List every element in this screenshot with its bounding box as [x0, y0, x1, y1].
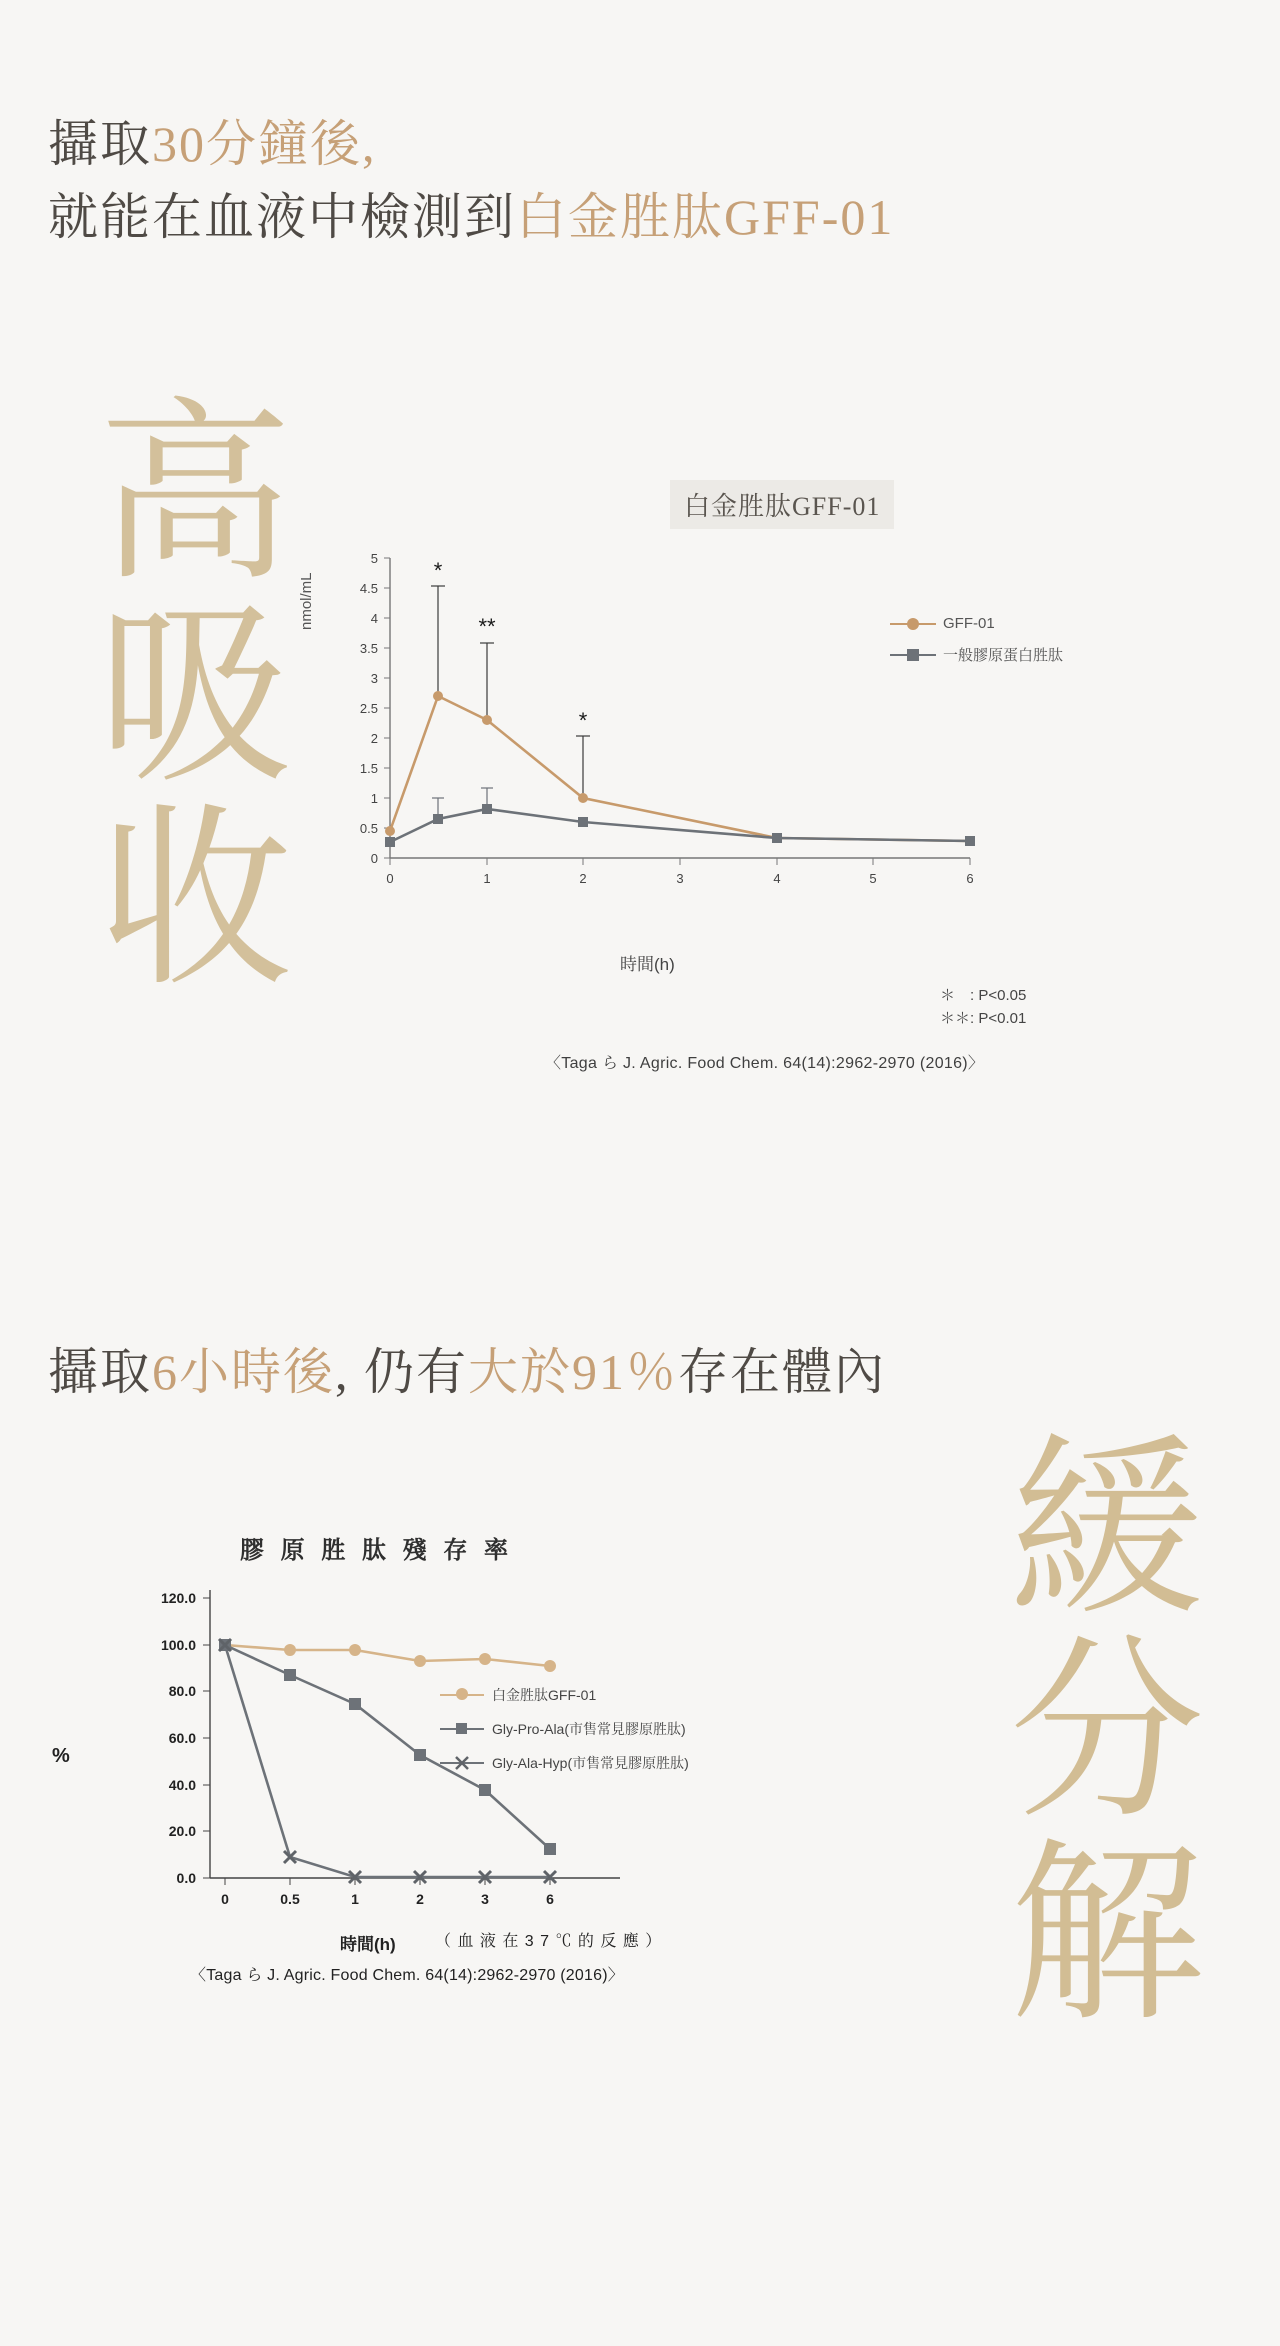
- headline2-part3: 存在體內: [678, 1344, 886, 1400]
- chart2-legend: [440, 1685, 689, 1787]
- svg-text:3: 3: [481, 1891, 489, 1907]
- svg-text:2: 2: [370, 731, 378, 746]
- svg-text:5: 5: [370, 551, 378, 566]
- decor-text-left: [70, 388, 320, 1010]
- headline1-line1-highlight: 30分鐘後,: [152, 116, 377, 172]
- svg-text:0.5: 0.5: [359, 821, 378, 836]
- sig-line-1: ＊ : P<0.05: [940, 987, 1027, 1004]
- headline2-highlight2: 大於91％: [468, 1344, 678, 1400]
- svg-text:1: 1: [351, 1891, 359, 1907]
- headline2-part2: , 仍有: [335, 1344, 468, 1400]
- chart-absorption: [298, 480, 1150, 1200]
- legend-swatch-normal-collagen: [890, 654, 936, 656]
- headline2-highlight1: 6小時後: [152, 1344, 335, 1400]
- legend-swatch-gly-pro-ala: [440, 1728, 484, 1730]
- svg-text:0: 0: [386, 871, 394, 886]
- legend-item-normal-collagen: [890, 644, 1063, 665]
- svg-text:6: 6: [966, 871, 974, 886]
- chart1-significance-note: [940, 985, 1026, 1030]
- decor-right-chars: 緩分解: [1009, 1423, 1205, 2045]
- chart2-title: 膠 原 胜 肽 殘 存 率: [240, 1537, 514, 1564]
- legend-label-gly-pro-ala: Gly-Pro-Ala(市售常見膠原胜肽): [492, 1721, 686, 1737]
- svg-text:0: 0: [221, 1891, 229, 1907]
- legend-label-gly-ala-hyp: Gly-Ala-Hyp(市售常見膠原胜肽): [492, 1755, 689, 1771]
- legend-item-gly-pro-ala: [440, 1719, 689, 1739]
- legend-item-gff01: [890, 615, 1063, 632]
- svg-text:1: 1: [370, 791, 378, 806]
- legend-swatch-gff01-2: [440, 1694, 484, 1696]
- svg-text:4: 4: [370, 611, 378, 626]
- sig-line-2: ＊＊: P<0.01: [940, 1009, 1027, 1027]
- chart2-source: 〈Taga ら J. Agric. Food Chem. 64(14):2962-2970 (2016)〉: [190, 1967, 624, 1984]
- legend-item-gly-ala-hyp: [440, 1753, 689, 1773]
- svg-text:3: 3: [676, 871, 684, 886]
- chart2-condition-note: （ 血 液 在 3 7 ℃ 的 反 應 ）: [435, 1933, 663, 1950]
- svg-text:20.0: 20.0: [168, 1823, 196, 1839]
- svg-text:1.5: 1.5: [359, 761, 378, 776]
- svg-text:*: *: [578, 708, 588, 733]
- svg-text:40.0: 40.0: [168, 1777, 196, 1793]
- legend-item-gff01-2: [440, 1685, 689, 1705]
- legend-label-gff01-2: 白金胜肽GFF-01: [492, 1687, 597, 1703]
- legend-label-gff01: GFF-01: [943, 615, 995, 632]
- chart2-xlabel: 時間(h): [340, 1935, 396, 1954]
- svg-text:0.0: 0.0: [176, 1870, 196, 1886]
- svg-text:100.0: 100.0: [160, 1637, 196, 1653]
- svg-text:2.5: 2.5: [359, 701, 378, 716]
- svg-text:6: 6: [546, 1891, 554, 1907]
- chart1-xlabel: 時間(h): [620, 955, 675, 974]
- svg-text:3.5: 3.5: [359, 641, 378, 656]
- svg-text:1: 1: [483, 871, 491, 886]
- svg-text:4: 4: [773, 871, 781, 886]
- svg-text:120.0: 120.0: [160, 1590, 196, 1606]
- svg-text:2: 2: [579, 871, 587, 886]
- page-title-2: [48, 1336, 1248, 1409]
- svg-text:2: 2: [416, 1891, 424, 1907]
- chart1-ylabel: nmol/mL: [298, 572, 315, 630]
- chart1-legend: [890, 615, 1063, 677]
- svg-text:5: 5: [869, 871, 877, 886]
- headline2-part1: 攝取: [48, 1344, 152, 1400]
- chart1-svg: [330, 538, 1030, 898]
- decor-text-right: [982, 1423, 1232, 2045]
- svg-text:3: 3: [370, 671, 378, 686]
- chart2-ylabel: %: [52, 1745, 70, 1767]
- page-title-1: [48, 108, 1248, 253]
- svg-text:*: *: [433, 558, 443, 583]
- chart-residual-rate: [40, 1530, 940, 2250]
- legend-label-normal-collagen: 一般膠原蛋白胜肽: [943, 647, 1064, 664]
- legend-swatch-gff01: [890, 623, 936, 625]
- svg-text:0: 0: [370, 851, 378, 866]
- svg-text:60.0: 60.0: [168, 1730, 196, 1746]
- chart1-plot: [330, 538, 1030, 888]
- decor-left-chars: 高吸收: [97, 388, 293, 1010]
- svg-text:4.5: 4.5: [359, 581, 378, 596]
- headline1-line2-part1: 就能在血液中檢測到: [48, 188, 516, 245]
- headline1-line2-highlight: 白金胜肽GFF-01: [516, 188, 895, 245]
- legend-swatch-gly-ala-hyp: [440, 1762, 484, 1764]
- chart1-source: 〈Taga ら J. Agric. Food Chem. 64(14):2962-2970 (2016)〉: [545, 1055, 985, 1072]
- svg-text:80.0: 80.0: [168, 1683, 196, 1699]
- headline1-line1-part1: 攝取: [48, 116, 152, 172]
- chart1-title: 白金胜肽GFF-01: [670, 480, 894, 529]
- svg-text:**: **: [478, 614, 496, 639]
- svg-text:0.5: 0.5: [280, 1891, 300, 1907]
